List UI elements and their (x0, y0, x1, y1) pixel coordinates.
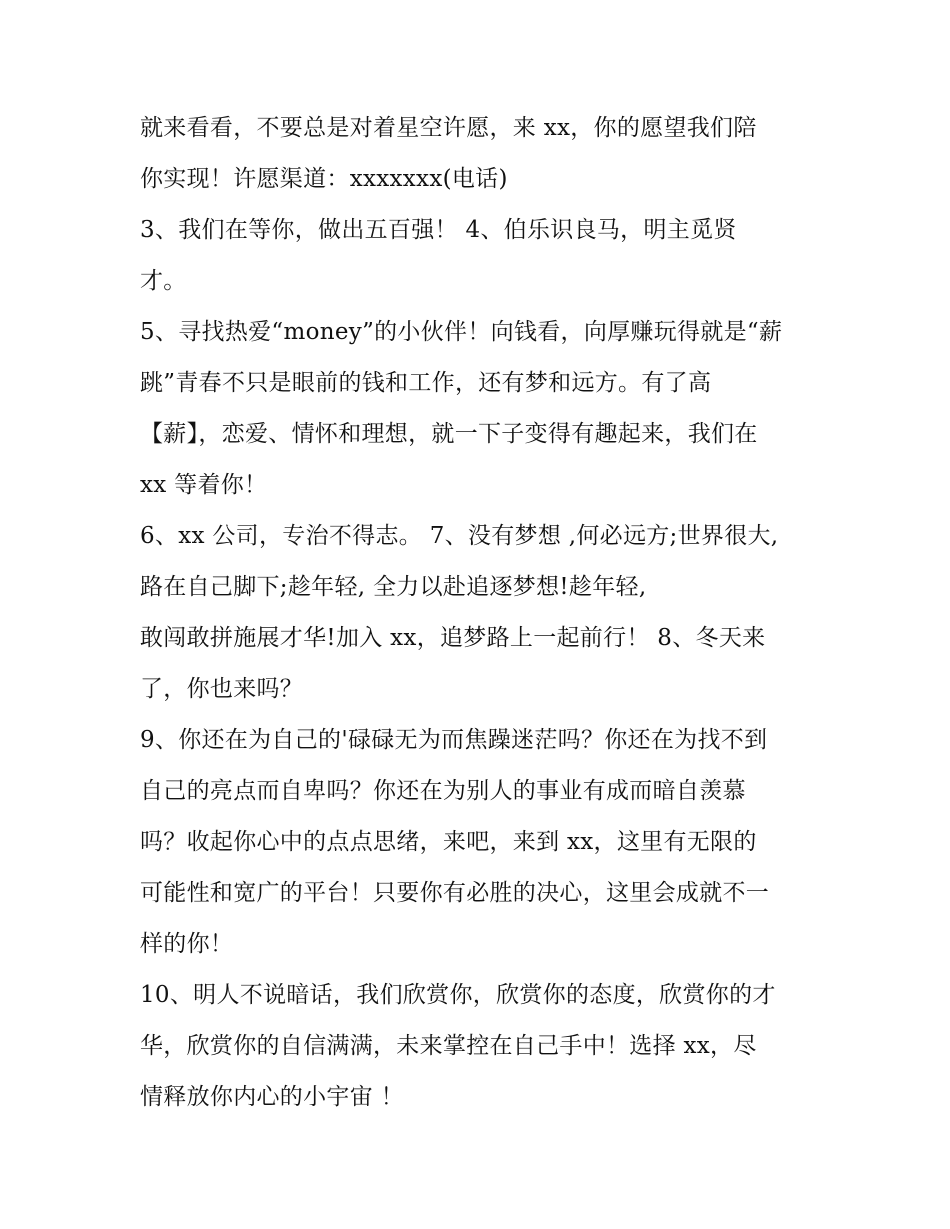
text-line: 10、明人不说暗话，我们欣赏你，欣赏你的态度，欣赏你的才 (140, 982, 776, 1008)
text-line: 【薪】，恋爱、情怀和理想，就一下子变得有趣起来，我们在 (140, 421, 758, 447)
body-text (140, 103, 830, 1123)
text-line: 华，欣赏你的自信满满，未来掌控在自己手中！选择 xx，尽 (140, 1033, 757, 1059)
text-line: 你实现！许愿渠道：xxxxxxx(电话) (140, 166, 508, 192)
text-line: 5、寻找热爱“money”的小伙伴！向钱看，向厚赚玩得就是“薪 (140, 319, 783, 345)
text-line: 吗？收起你心中的点点思绪，来吧，来到 xx，这里有无限的 (140, 829, 757, 855)
text-line: 6、xx 公司，专治不得志。 7、没有梦想 ,何必远方;世界很大, (140, 523, 779, 549)
text-line: 自己的亮点而自卑吗？你还在为别人的事业有成而暗自羡慕 (140, 778, 746, 804)
text-line: 3、我们在等你，做出五百强！ 4、伯乐识良马，明主觅贤 (140, 217, 737, 243)
text-line: 敢闯敢拼施展才华!加入 xx，追梦路上一起前行！ 8、冬天来 (140, 625, 766, 651)
text-line: 才。 (140, 268, 187, 294)
text-line: 了，你也来吗？ (140, 676, 304, 702)
text-line: 跳”青春不只是眼前的钱和工作，还有梦和远方。有了高 (140, 370, 712, 396)
text-line: 情释放你内心的小宇宙 ！ (140, 1084, 404, 1110)
text-line: 就来看看，不要总是对着星空许愿，来 xx，你的愿望我们陪 (140, 115, 757, 141)
text-line: 样的你！ (140, 931, 234, 957)
text-line: xx 等着你！ (140, 472, 268, 498)
text-line: 路在自己脚下;趁年轻, 全力以赴追逐梦想!趁年轻, (140, 574, 647, 600)
text-line: 9、你还在为自己的'碌碌无为而焦躁迷茫吗？你还在为找不到 (140, 727, 768, 753)
text-line: 可能性和宽广的平台！只要你有必胜的决心，这里会成就不一 (140, 880, 770, 906)
